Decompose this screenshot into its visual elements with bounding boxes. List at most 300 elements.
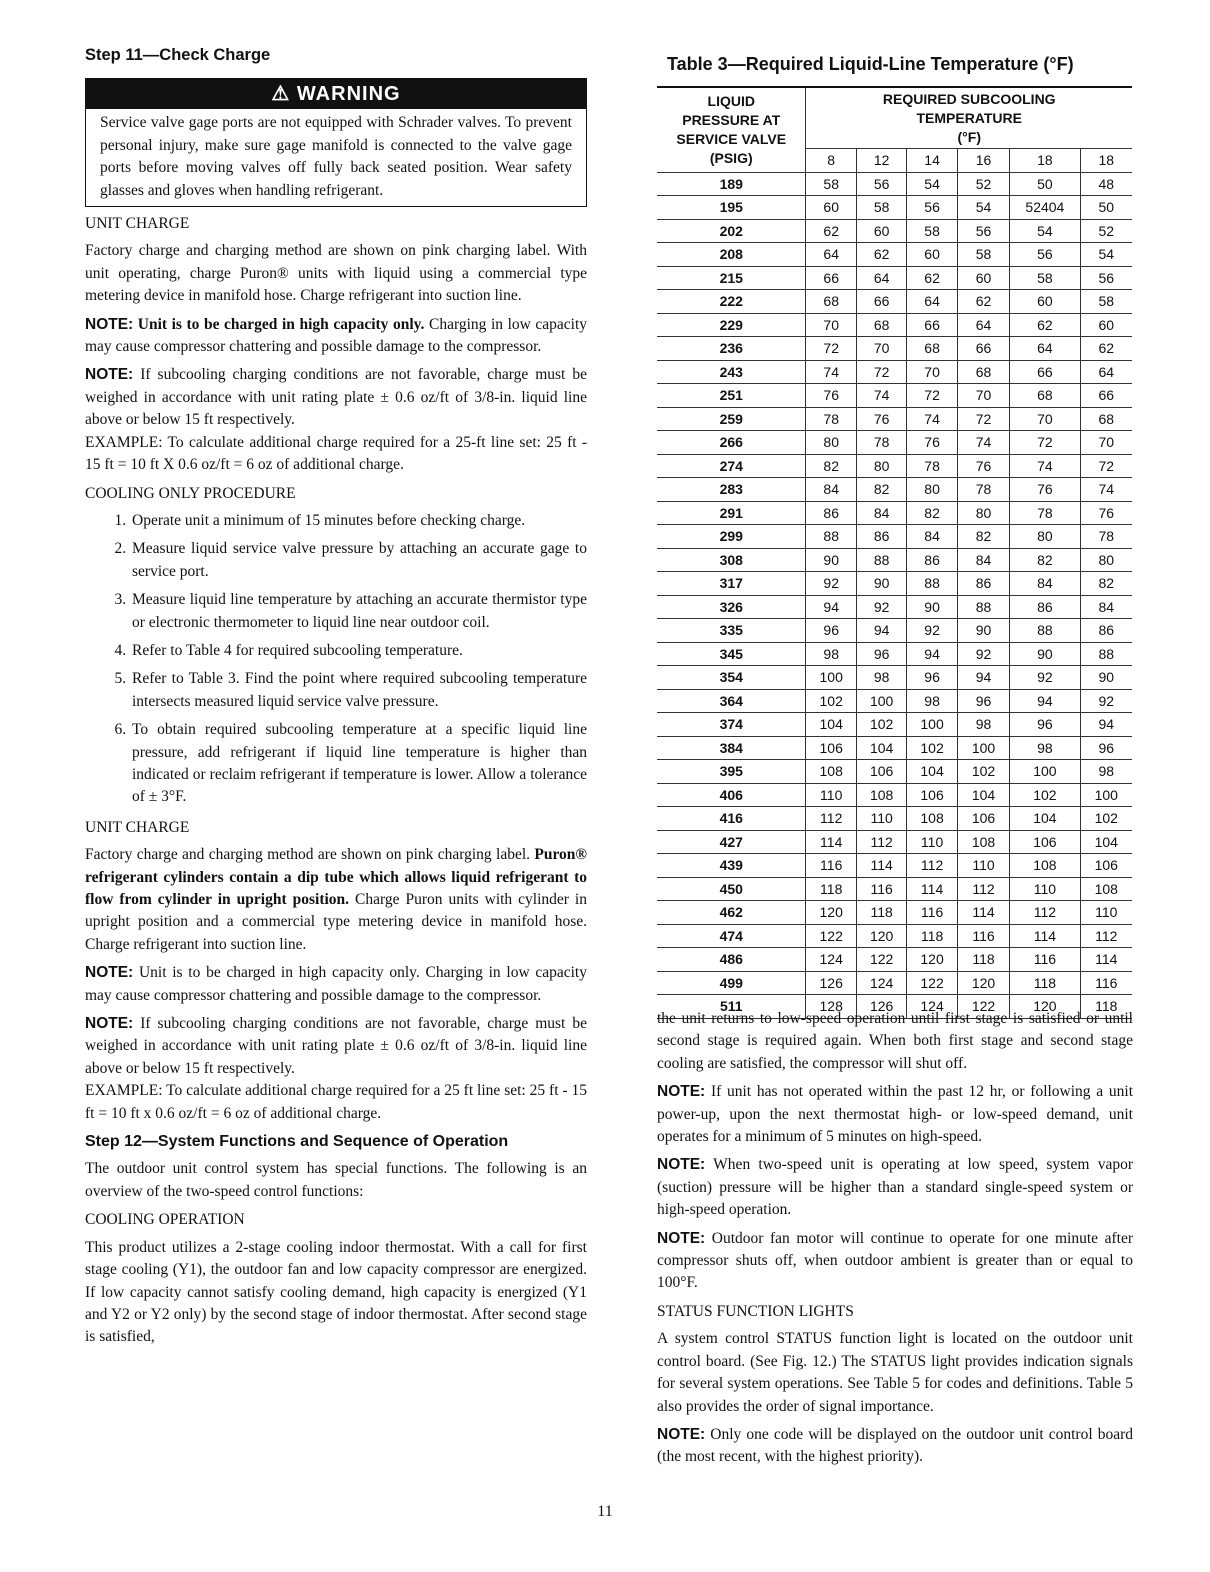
temperature-cell: 78 [1080,525,1132,549]
temperature-cell: 86 [1080,619,1132,643]
temperature-cell: 94 [957,666,1009,690]
table-row [657,830,1132,854]
temperature-cell: 68 [957,360,1009,384]
temperature-cell: 68 [1080,407,1132,431]
temperature-cell: 62 [1010,313,1080,337]
temperature-cell: 90 [907,595,957,619]
temperature-cell: 58 [806,172,856,196]
temperature-cell: 96 [1080,736,1132,760]
temperature-cell: 74 [1080,478,1132,502]
temperature-cell: 88 [1010,619,1080,643]
note: NOTE: Only one code will be displayed on the outdoor unit control board (the most recent, with the highest priority). [657,1425,1133,1466]
temperature-cell: 110 [1010,877,1080,901]
temperature-cell: 48 [1080,172,1132,196]
table-row [657,877,1132,901]
temperature-cell: 90 [1080,666,1132,690]
temperature-cell: 68 [806,290,856,314]
temperature-cell: 98 [1080,760,1132,784]
temperature-cell: 106 [1010,830,1080,854]
temperature-cell: 86 [957,572,1009,596]
temperature-cell: 72 [1010,431,1080,455]
table-row [657,736,1132,760]
paragraph: The outdoor unit control system has special functions. The following is an overview of the two-speed control functions: [85,1160,587,1200]
temperature-cell: 104 [1010,807,1080,831]
pressure-cell: 474 [657,924,806,948]
pressure-cell: 308 [657,548,806,572]
temperature-cell: 74 [957,431,1009,455]
pressure-cell: 416 [657,807,806,831]
temperature-cell: 116 [1080,971,1132,995]
pressure-cell: 299 [657,525,806,549]
temperature-cell: 86 [1010,595,1080,619]
temperature-cell: 110 [806,783,856,807]
heading-unit-charge-2: UNIT CHARGE [85,818,190,836]
temperature-cell: 96 [1010,713,1080,737]
table-row [657,501,1132,525]
temperature-cell: 66 [957,337,1009,361]
temperature-cell: 110 [856,807,906,831]
table-row [657,525,1132,549]
temperature-cell: 90 [806,548,856,572]
temperature-cell: 124 [907,995,957,1019]
subcooling-column-header: 18 [1010,149,1080,173]
paragraph: This product utilizes a 2-stage cooling indoor thermostat. With a call for first stage cooling (Y1), the outdoor fan and low capacity compressor are energized. If low capacity cannot satisfy cooling demand, high capacity is energized (Y1 and Y2 or Y2 only) by the second stage of indoor thermostat. After second stage is satisfied, [85,1238,587,1346]
temperature-cell: 58 [1080,290,1132,314]
temperature-cell: 52 [1080,219,1132,243]
temperature-cell: 78 [957,478,1009,502]
temperature-cell: 108 [806,760,856,784]
temperature-cell: 76 [856,407,906,431]
temperature-cell: 102 [1080,807,1132,831]
temperature-cell: 60 [957,266,1009,290]
temperature-cell: 74 [856,384,906,408]
paragraph: the unit returns to low-speed operation until first stage is satisfied or until second stage is required again. When both first stage and second stage cooling are satisfied, the compressor will shut off. [657,1010,1133,1072]
subcooling-column-header: 14 [907,149,957,173]
temperature-cell: 54 [907,172,957,196]
temperature-cell: 62 [1080,337,1132,361]
pressure-cell: 462 [657,901,806,925]
temperature-cell: 108 [1080,877,1132,901]
temperature-cell: 114 [907,877,957,901]
table-row [657,689,1132,713]
temperature-cell: 120 [907,948,957,972]
temperature-cell: 122 [957,995,1009,1019]
list-item: 2. Measure liquid service valve pressure by attaching an accurate gage to service port. [130,538,587,583]
temperature-cell: 102 [957,760,1009,784]
temperature-cell: 100 [806,666,856,690]
temperature-cell: 98 [1010,736,1080,760]
pressure-cell: 335 [657,619,806,643]
temperature-cell: 72 [856,360,906,384]
temperature-cell: 68 [1010,384,1080,408]
temperature-cell: 118 [1010,971,1080,995]
temperature-cell: 84 [806,478,856,502]
temperature-cell: 112 [1080,924,1132,948]
temperature-cell: 74 [1010,454,1080,478]
temperature-cell: 114 [1010,924,1080,948]
subcooling-column-header: 18 [1080,149,1132,173]
paragraph: Factory charge and charging method are shown on pink charging label. With unit operating, charge Puron® units with liquid using a commercial type metering device in manifold hose. Charge refrigerant into suction line. [85,242,587,305]
temperature-cell: 100 [1010,760,1080,784]
liquid-line-temperature-table [657,86,1132,1019]
temperature-cell: 112 [856,830,906,854]
temperature-cell: 54 [957,196,1009,220]
temperature-cell: 88 [957,595,1009,619]
table-row [657,454,1132,478]
table-row [657,196,1132,220]
note: NOTE: Outdoor fan motor will continue to operate for one minute after compressor shuts off, when outdoor ambient is greater than or equal to 100°F. [657,1229,1133,1292]
temperature-cell: 114 [856,854,906,878]
pressure-cell: 511 [657,995,806,1019]
temperature-cell: 104 [856,736,906,760]
temperature-cell: 92 [907,619,957,643]
temperature-cell: 108 [856,783,906,807]
pressure-cell: 266 [657,431,806,455]
temperature-cell: 106 [1080,854,1132,878]
pressure-cell: 274 [657,454,806,478]
temperature-cell: 88 [907,572,957,596]
table-row [657,572,1132,596]
temperature-cell: 102 [806,689,856,713]
temperature-cell: 90 [957,619,1009,643]
temperature-cell: 74 [907,407,957,431]
temperature-cell: 92 [806,572,856,596]
temperature-cell: 96 [856,642,906,666]
temperature-cell: 124 [856,971,906,995]
temperature-cell: 106 [856,760,906,784]
pressure-cell: 439 [657,854,806,878]
temperature-cell: 56 [907,196,957,220]
example: EXAMPLE: To calculate additional charge required for a 25-ft line set: 25 ft - 15 ft = 10 ft X 0.6 oz/ft = 6 oz of additional charge. [85,433,587,474]
paragraph: A system control STATUS function light is located on the outdoor unit control board. (See Fig. 12.) The STATUS light provides indication signals for several system operations. See Table 5 for codes and definitions. Table 5 also provides the order of signal importance. [657,1330,1133,1415]
table-row [657,783,1132,807]
temperature-cell: 98 [856,666,906,690]
temperature-cell: 118 [1080,995,1132,1019]
temperature-cell: 70 [957,384,1009,408]
pressure-cell: 215 [657,266,806,290]
pressure-cell: 345 [657,642,806,666]
temperature-cell: 100 [957,736,1009,760]
temperature-cell: 112 [957,877,1009,901]
pressure-cell: 236 [657,337,806,361]
temperature-cell: 62 [907,266,957,290]
temperature-cell: 112 [806,807,856,831]
temperature-cell: 80 [1010,525,1080,549]
temperature-cell: 60 [1080,313,1132,337]
table-row [657,360,1132,384]
temperature-cell: 102 [1010,783,1080,807]
temperature-cell: 76 [957,454,1009,478]
temperature-cell: 64 [806,243,856,267]
temperature-cell: 80 [907,478,957,502]
temperature-cell: 82 [957,525,1009,549]
table-row [657,219,1132,243]
left-column [85,44,587,1355]
pressure-cell: 395 [657,760,806,784]
temperature-cell: 96 [957,689,1009,713]
temperature-cell: 104 [907,760,957,784]
pressure-cell: 222 [657,290,806,314]
warning-box [85,78,587,207]
temperature-cell: 76 [907,431,957,455]
pressure-cell: 486 [657,948,806,972]
temperature-cell: 56 [1080,266,1132,290]
temperature-cell: 54 [1010,219,1080,243]
temperature-cell: 94 [907,642,957,666]
table-row [657,619,1132,643]
temperature-cell: 108 [957,830,1009,854]
temperature-cell: 62 [957,290,1009,314]
temperature-cell: 98 [957,713,1009,737]
heading-status-lights: STATUS FUNCTION LIGHTS [657,1302,854,1320]
table-row [657,854,1132,878]
temperature-cell: 120 [957,971,1009,995]
temperature-cell: 62 [856,243,906,267]
temperature-cell: 78 [1010,501,1080,525]
table-row [657,243,1132,267]
temperature-cell: 122 [907,971,957,995]
step-11-heading: Step 11—Check Charge [85,46,271,64]
temperature-cell: 110 [907,830,957,854]
temperature-cell: 94 [1080,713,1132,737]
temperature-cell: 84 [1080,595,1132,619]
temperature-cell: 120 [1010,995,1080,1019]
table-row [657,172,1132,196]
temperature-cell: 120 [856,924,906,948]
temperature-cell: 72 [957,407,1009,431]
pressure-cell: 499 [657,971,806,995]
pressure-cell: 195 [657,196,806,220]
table-row [657,290,1132,314]
temperature-cell: 50 [1010,172,1080,196]
temperature-cell: 76 [1010,478,1080,502]
temperature-cell: 58 [957,243,1009,267]
temperature-cell: 52404 [1010,196,1080,220]
pressure-cell: 374 [657,713,806,737]
table-row [657,948,1132,972]
temperature-cell: 106 [907,783,957,807]
temperature-cell: 70 [1080,431,1132,455]
pressure-header: LIQUID PRESSURE AT SERVICE VALVE (PSIG) [657,87,806,172]
temperature-cell: 94 [806,595,856,619]
temperature-cell: 116 [806,854,856,878]
temperature-cell: 98 [907,689,957,713]
temperature-cell: 118 [957,948,1009,972]
list-item: 1. Operate unit a minimum of 15 minutes before checking charge. [130,510,587,532]
temperature-cell: 104 [957,783,1009,807]
temperature-cell: 50 [1080,196,1132,220]
example: EXAMPLE: To calculate additional charge required for a 25 ft line set: 25 ft - 15 ft = 10 ft x 0.6 oz/ft = 6 oz of additional charge. [85,1082,587,1122]
temperature-cell: 126 [806,971,856,995]
temperature-cell: 70 [1010,407,1080,431]
list-item: 6. To obtain required subcooling temperature at a specific liquid line pressure, add refrigerant if liquid line temperature is higher than indicated or reclaim refrigerant if temperature is lower. Allow a tolerance of ± 3°F. [130,719,587,809]
temperature-cell: 80 [856,454,906,478]
temperature-cell: 92 [1080,689,1132,713]
temperature-cell: 60 [907,243,957,267]
pressure-cell: 406 [657,783,806,807]
pressure-cell: 326 [657,595,806,619]
warning-triangle-icon: ⚠ [271,83,291,106]
temperature-cell: 76 [1080,501,1132,525]
temperature-cell: 84 [1010,572,1080,596]
warning-title: WARNING [296,83,401,106]
paragraph: Factory charge and charging method are shown on pink charging label. Puron® refrigerant cylinders contain a dip tube which allows liquid refrigerant to flow from cylinder in upright position. Charge Puron units with cylinder in upright position and a commercial type metering device in manifold hose. Charge refrigerant into suction line. [85,846,587,953]
table-row [657,901,1132,925]
temperature-cell: 92 [856,595,906,619]
temperature-cell: 56 [957,219,1009,243]
temperature-cell: 68 [907,337,957,361]
subcooling-column-header: 12 [856,149,906,173]
temperature-cell: 64 [1010,337,1080,361]
temperature-cell: 102 [907,736,957,760]
pressure-cell: 189 [657,172,806,196]
temperature-cell: 116 [907,901,957,925]
temperature-cell: 78 [856,431,906,455]
temperature-cell: 118 [907,924,957,948]
temperature-cell: 70 [856,337,906,361]
temperature-cell: 100 [907,713,957,737]
note: NOTE: If subcooling charging conditions are not favorable, charge must be weighed in accordance with unit rating plate ± 0.6 oz/ft of 3/8-in. liquid line above or below 15 ft respectively. [85,366,587,429]
note: NOTE: If unit has not operated within the past 12 hr, or following a unit power-up, upon the next thermostat high- or low-speed demand, unit operates for a minimum of 5 minutes on high-speed. [657,1083,1133,1146]
temperature-cell: 64 [957,313,1009,337]
pressure-cell: 291 [657,501,806,525]
step-12-heading: Step 12—System Functions and Sequence of Operation [85,1133,509,1151]
temperature-cell: 116 [957,924,1009,948]
temperature-cell: 54 [1080,243,1132,267]
temperature-cell: 88 [806,525,856,549]
table-row [657,807,1132,831]
temperature-cell: 56 [1010,243,1080,267]
temperature-cell: 82 [907,501,957,525]
heading-cooling-only: COOLING ONLY PROCEDURE [85,484,296,502]
note: NOTE: Unit is to be charged in high capacity only. Charging in low capacity may cause compressor chattering and possible damage to the compressor. [85,964,587,1004]
list-item: 4. Refer to Table 4 for required subcooling temperature. [130,640,587,662]
list-item: 5. Refer to Table 3. Find the point where required subcooling temperature intersects measured liquid service valve pressure. [130,668,587,713]
temperature-cell: 80 [806,431,856,455]
temperature-cell: 118 [856,901,906,925]
subcooling-column-header: 8 [806,149,856,173]
temperature-cell: 58 [907,219,957,243]
temperature-cell: 82 [806,454,856,478]
pressure-cell: 427 [657,830,806,854]
table-row [657,313,1132,337]
temperature-cell: 100 [856,689,906,713]
temperature-cell: 78 [806,407,856,431]
table-row [657,337,1132,361]
note: NOTE: Unit is to be charged in high capacity only. Charging in low capacity may cause compressor chattering and possible damage to the compressor. [85,315,588,356]
temperature-cell: 92 [957,642,1009,666]
temperature-cell: 116 [1010,948,1080,972]
temperature-cell: 100 [1080,783,1132,807]
table-row [657,666,1132,690]
temperature-cell: 112 [1010,901,1080,925]
temperature-cell: 112 [907,854,957,878]
temperature-cell: 66 [856,290,906,314]
pressure-cell: 229 [657,313,806,337]
temperature-cell: 66 [907,313,957,337]
table-row [657,713,1132,737]
temperature-cell: 60 [856,219,906,243]
temperature-cell: 76 [806,384,856,408]
temperature-cell: 66 [1010,360,1080,384]
temperature-cell: 122 [856,948,906,972]
temperature-cell: 94 [856,619,906,643]
temperature-cell: 94 [1010,689,1080,713]
list-item: 3. Measure liquid line temperature by attaching an accurate thermistor type or electronic thermometer to liquid line near outdoor coil. [130,589,587,634]
table-row [657,384,1132,408]
page-number: 11 [597,1503,613,1520]
temperature-cell: 124 [806,948,856,972]
pressure-cell: 259 [657,407,806,431]
temperature-cell: 118 [806,877,856,901]
procedure-list [85,510,587,809]
table-row [657,266,1132,290]
temperature-cell: 82 [856,478,906,502]
pressure-cell: 208 [657,243,806,267]
temperature-cell: 74 [806,360,856,384]
temperature-cell: 114 [806,830,856,854]
temperature-cell: 98 [806,642,856,666]
temperature-cell: 114 [1080,948,1132,972]
temperature-cell: 56 [856,172,906,196]
table-title: Table 3—Required Liquid-Line Temperature (°F) [667,54,1074,74]
temperature-cell: 82 [1010,548,1080,572]
temperature-cell: 96 [806,619,856,643]
temperature-cell: 86 [806,501,856,525]
temperature-cell: 70 [806,313,856,337]
temperature-cell: 82 [1080,572,1132,596]
note: NOTE: When two-speed unit is operating at low speed, system vapor (suction) pressure will be higher than a standard single-speed system or high-speed operation. [657,1156,1133,1219]
table-row [657,595,1132,619]
temperature-cell: 60 [1010,290,1080,314]
temperature-cell: 84 [856,501,906,525]
table-row [657,431,1132,455]
temperature-cell: 64 [907,290,957,314]
temperature-cell: 70 [907,360,957,384]
temperature-cell: 108 [1010,854,1080,878]
temperature-cell: 66 [806,266,856,290]
temperature-cell: 122 [806,924,856,948]
temperature-cell: 102 [856,713,906,737]
temperature-cell: 120 [806,901,856,925]
table-row [657,971,1132,995]
pressure-cell: 202 [657,219,806,243]
temperature-cell: 58 [1010,266,1080,290]
temperature-cell: 86 [856,525,906,549]
warning-text: Service valve gage ports are not equipped with Schrader valves. To prevent personal injury, make sure gage manifold is connected to the valve gage ports before moving valves off fully back seated position. Wear safety glasses and gloves when handling refrigerant. [100,114,572,199]
temperature-cell: 90 [856,572,906,596]
temperature-cell: 80 [957,501,1009,525]
subcooling-header: REQUIRED SUBCOOLING TEMPERATURE (°F) [806,87,1132,149]
pressure-cell: 354 [657,666,806,690]
subcooling-column-header: 16 [957,149,1009,173]
pressure-cell: 384 [657,736,806,760]
temperature-cell: 114 [957,901,1009,925]
heading-cooling-operation: COOLING OPERATION [85,1211,245,1229]
temperature-cell: 110 [1080,901,1132,925]
table-row [657,642,1132,666]
temperature-cell: 104 [1080,830,1132,854]
temperature-cell: 108 [907,807,957,831]
pressure-cell: 251 [657,384,806,408]
temperature-cell: 128 [806,995,856,1019]
table-row [657,478,1132,502]
pressure-cell: 364 [657,689,806,713]
temperature-cell: 80 [1080,548,1132,572]
note: NOTE: If subcooling charging conditions are not favorable, charge must be weighed in accordance with unit rating plate ± 0.6 oz/ft of 3/8-in. liquid line above or below 15 ft respectively. [85,1015,587,1077]
heading-unit-charge: UNIT CHARGE [85,215,190,233]
temperature-cell: 88 [1080,642,1132,666]
